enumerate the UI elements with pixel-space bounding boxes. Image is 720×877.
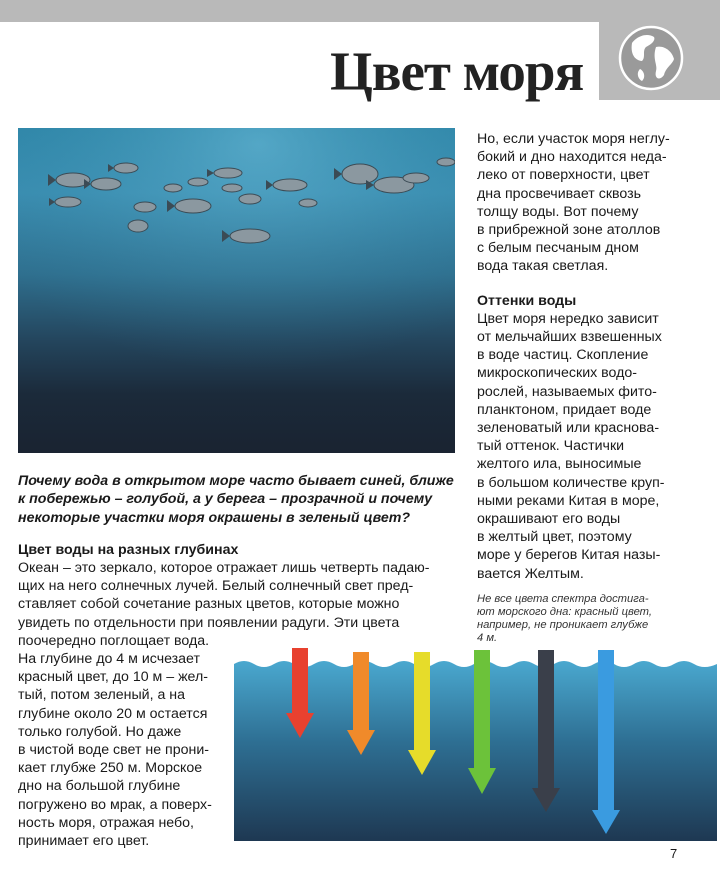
right-column <box>477 130 709 646</box>
depth-color-body: Океан – это зеркало, которое отражает лишь четверть падаю- щих на него солнечных лучей. Белый солнечный свет пред- ставляет собой сочетание разных цветов, которые можно увидеть по отдельности при появлении радуги. Эти цвета поочередно поглощает вода. На глубине до 4 м исчезает красный цвет, до 10 м – жел- тый, потом зеленый, а на глубине около 20 м остается только голубой. Но даже в чистой воде свет не прони- кает глубже 250 м. Морское дно на большой глубине погружено во мрак, а поверх- ность моря, отражая небо, принимает его цвет. <box>18 560 430 850</box>
water-shades-heading: Оттенки воды <box>477 292 577 309</box>
intro-question: Почему вода в открытом море часто бывает синей, ближе к побережью – голубой, а у берега – прозрачной и почему некоторые участки моря окрашены в зеленый цвет? <box>18 473 454 526</box>
water-shades-paragraph: Цвет моря нередко зависит от мельчайших взвешенных в воде частиц. Скопление микроскопических водо- рослей, называемых фито- планктоном, придает воде зеленоватый или краснова- тый оттенок. Частички желтого ила, выносимые в большом количестве круп- ными реками Китая в море, окрашивают его воды в желтый цвет, поэтому море у берегов Китая назы- вается Желтым. <box>477 310 665 582</box>
page-number: 7 <box>670 846 678 861</box>
depth-color-heading: Цвет воды на разных глубинах <box>18 542 239 558</box>
top-bar <box>0 0 720 22</box>
atoll-paragraph: Но, если участок моря неглу- бокий и дно находится неда- леко от поверхности, цвет дна просвечивает сквозь толщу воды. Вот почему в прибрежной зоне атоллов с белым песчаным дном вода такая светлая. <box>477 131 670 275</box>
underwater-fish-photo <box>18 128 455 453</box>
spectrum-caption: Не все цвета спектра достига- ют морского дна: красный цвет, например, не проникает глубже 4 м. <box>477 592 652 645</box>
page-title: Цвет моря <box>330 41 584 102</box>
globe-icon <box>618 25 684 91</box>
light-penetration-diagram <box>234 644 717 841</box>
globe-badge <box>599 22 720 100</box>
